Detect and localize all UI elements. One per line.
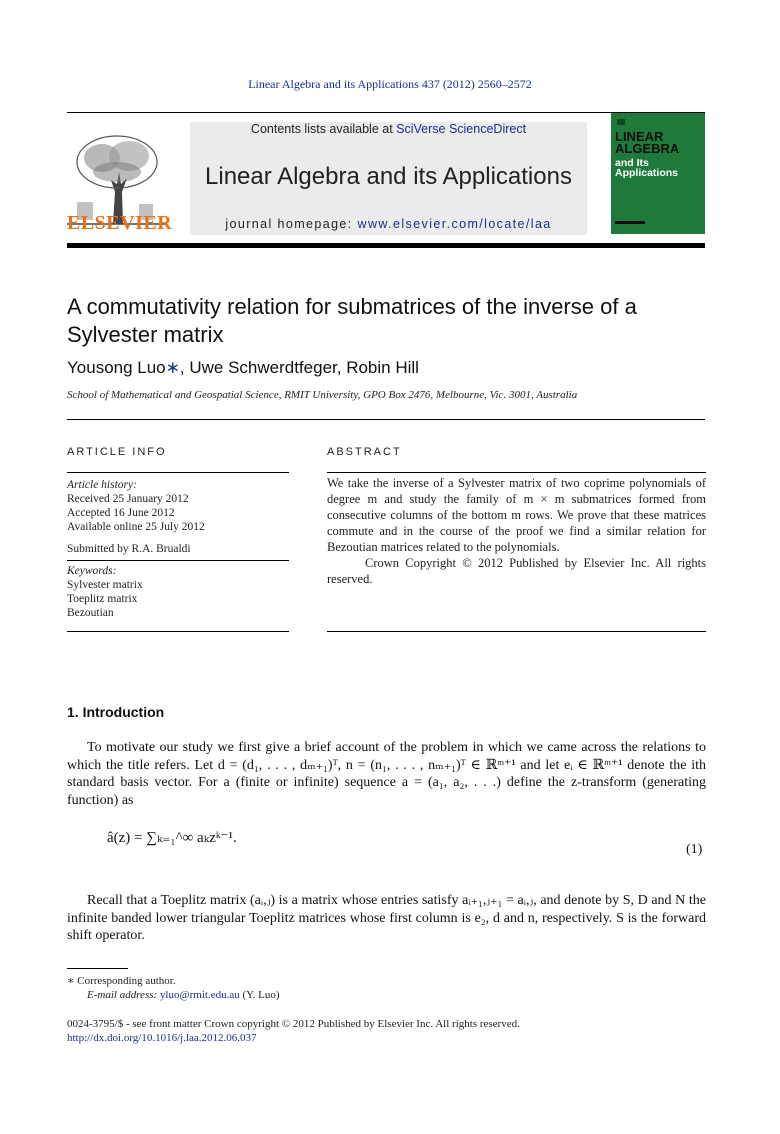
header-bottom-rule (67, 243, 705, 248)
article-history (67, 478, 289, 534)
contents-prefix: Contents lists available at (250, 122, 397, 136)
doi-line (67, 1032, 257, 1044)
article-title: A commutativity relation for submatrices of the inverse of a Sylvester matrix (67, 294, 637, 347)
article-info-heading: ARTICLE INFO (67, 446, 167, 458)
footnote-email (87, 989, 280, 1001)
footnote-corresponding-text: Corresponding author. (77, 975, 176, 987)
affiliation: School of Mathematical and Geospatial Science, RMIT University, GPO Box 2476, Melbourne, Vic. 3001, Australia (67, 389, 578, 401)
first-author: Yousong Luo (67, 358, 166, 377)
doi-link[interactable]: http://dx.doi.org/10.1016/j.laa.2012.06.037 (67, 1032, 257, 1044)
abstract-rule (327, 472, 706, 473)
sciencedirect-link[interactable]: SciVerse ScienceDirect (396, 122, 527, 136)
keyword-item: Bezoutian (67, 607, 114, 619)
info-top-rule (67, 419, 705, 420)
homepage-link[interactable]: www.elsevier.com/locate/laa (357, 217, 552, 231)
cover-emblem (617, 119, 625, 125)
homepage-prefix: journal homepage: (225, 217, 358, 231)
accepted-date: Accepted 16 June 2012 (67, 507, 175, 519)
abstract-bottom-rule (327, 631, 706, 632)
cover-publisher-mark (615, 221, 645, 224)
contents-line (190, 122, 587, 136)
journal-name: Linear Algebra and its Applications (205, 163, 572, 190)
submitted-by: Submitted by R.A. Brualdi (67, 543, 191, 555)
email-link[interactable]: yluo@rmit.edu.au (159, 989, 240, 1001)
other-authors: , Uwe Schwerdtfeger, Robin Hill (179, 358, 419, 377)
issn-line: 0024-3795/$ - see front matter Crown copyright © 2012 Published by Elsevier Inc. All rights reserved. (67, 1018, 520, 1030)
footnote-mark: ∗ (67, 975, 75, 987)
abstract-copyright: Crown Copyright © 2012 Published by Elsevier Inc. All rights reserved. (327, 556, 706, 586)
journal-cover (611, 113, 705, 234)
keyword-item: Toeplitz matrix (67, 593, 138, 605)
received-date: Received 25 January 2012 (67, 493, 189, 505)
footnote-corresponding (67, 974, 176, 987)
footnote-rule (67, 968, 128, 969)
equation-number: (1) (686, 842, 703, 857)
cover-subtitle: and Its Applications (615, 157, 679, 179)
keywords-rule (67, 560, 289, 561)
equation-1: â(z) = ∑ₖ₌₁^∞ aₖzᵏ⁻¹. (107, 830, 237, 846)
intro-paragraph-1: To motivate our study we first give a brief account of the problem in which we came across the relations to which the title refers. Let d = (d₁, . . . , dₘ₊₁)ᵀ, n = (n₁, . . . , nₘ₊₁)ᵀ ∈ ℝᵐ⁺¹ and let eᵢ ∈ ℝᵐ⁺¹ denote the ith standard basis vector. For a (finite or infinite) sequence a = (a₁, a₂, . . .) define the z-transform (generating function) as (67, 740, 706, 808)
keywords-label: Keywords: (67, 565, 117, 577)
abstract-heading: ABSTRACT (327, 446, 402, 458)
keywords-block (67, 564, 289, 620)
journal-reference[interactable]: Linear Algebra and its Applications 437 (2012) 2560–2572 (248, 77, 532, 91)
online-date: Available online 25 July 2012 (67, 521, 205, 533)
email-label: E-mail address: (87, 989, 160, 1001)
elsevier-wordmark: ELSEVIER (67, 212, 173, 234)
info-bottom-rule (67, 631, 289, 632)
abstract-text: We take the inverse of a Sylvester matrix of two coprime polynomials of degree m and study the family of m × m submatrices formed from consecutive columns of the bottom m rows. We prove that these matrices commute and in the course of the proof we find a similar relation for Bezoutian matrices related to the polynomials. (327, 476, 706, 554)
article-info-rule (67, 472, 289, 473)
author-list (67, 358, 419, 378)
header-top-rule (67, 112, 705, 113)
section-heading-introduction: 1. Introduction (67, 704, 165, 720)
intro-paragraph-2: Recall that a Toeplitz matrix (aᵢ,ⱼ) is a matrix whose entries satisfy aᵢ₊₁,ⱼ₊₁ = aᵢ,ⱼ, and denote by S, D and N the infinite banded lower triangular Toeplitz matrices whose first column is e₂, d and n, respectively. S is the forward shift operator. (67, 893, 706, 943)
keyword-item: Sylvester matrix (67, 579, 143, 591)
email-suffix: (Y. Luo) (239, 989, 280, 1001)
abstract-body (327, 475, 706, 587)
journal-homepage (190, 217, 587, 231)
cover-title: LINEAR ALGEBRA (615, 129, 680, 156)
history-label: Article history: (67, 479, 137, 491)
corresponding-author-mark[interactable]: ∗ (165, 358, 180, 377)
